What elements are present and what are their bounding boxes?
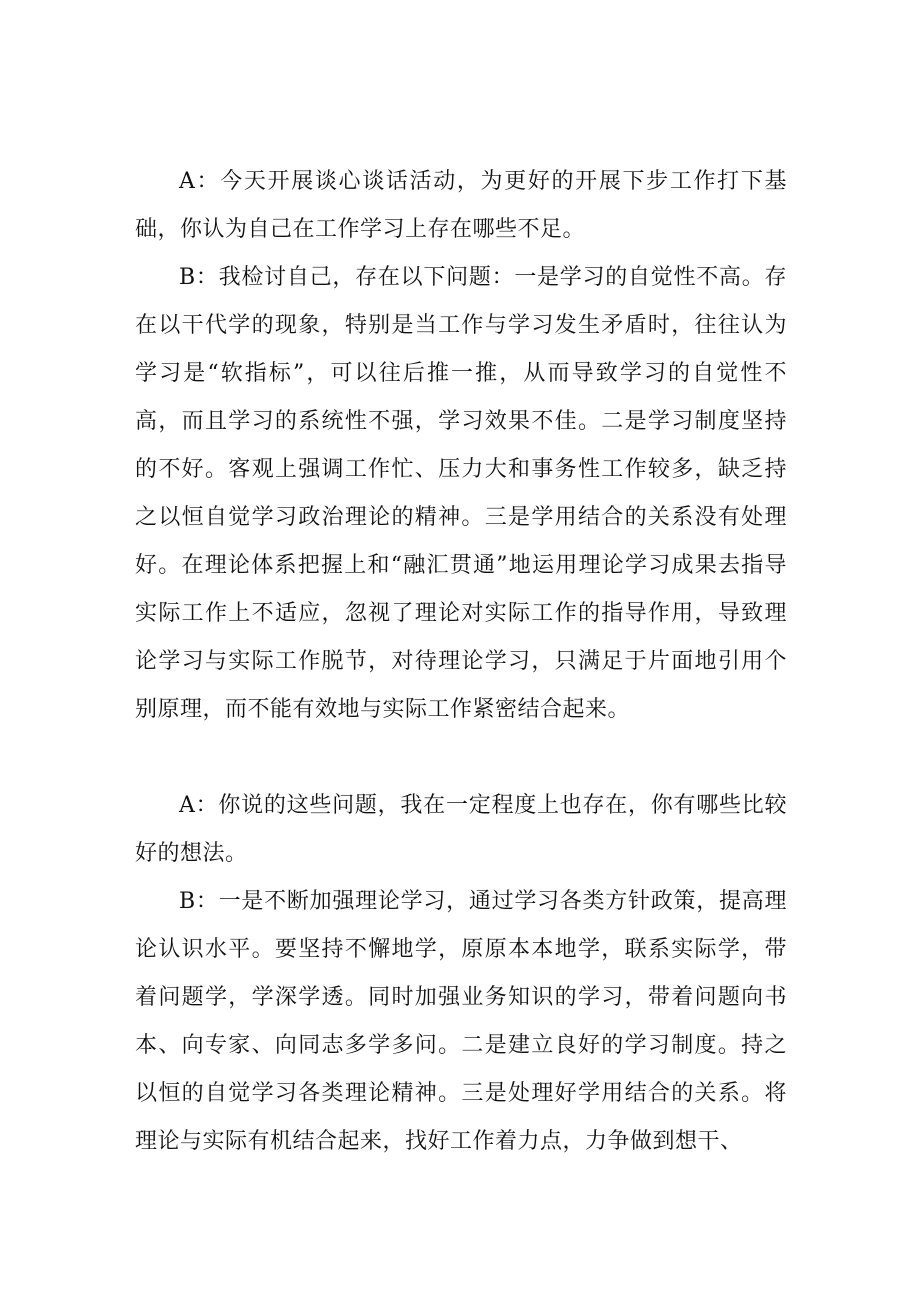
dialogue-paragraph-b2: B：一是不断加强理论学习，通过学习各类方针政策，提高理论认识水平。要坚持不懈地学，原原本本地学，联系实际学，带着问题学，学深学透。同时加强业务知识的学习，带着问题向书本、向专家、向同志多学多问。二是建立良好的学习制度。持之以恒的自觉学习各类理论精神。三是处理好学用结合的关系。将理论与实际有机结合起来，找好工作着力点，力争做到想干、: [135, 889, 787, 1154]
paragraph-spacer: [135, 734, 787, 782]
dialogue-paragraph-a1: A：今天开展谈心谈话活动，为更好的开展下步工作打下基础，你认为自己在工作学习上存在哪些不足。: [135, 169, 787, 242]
dialogue-paragraph-a2: A：你说的这些问题，我在一定程度上也存在，你有哪些比较好的想法。: [135, 793, 787, 866]
document-body: [135, 158, 787, 1166]
dialogue-paragraph-b1: B：我检讨自己，存在以下问题：一是学习的自觉性不高。存在以干代学的现象，特别是当工作与学习发生矛盾时，往往认为学习是“软指标”，可以往后推一推，从而导致学习的自觉性不高，而且学习的系统性不强，学习效果不佳。二是学习制度坚持的不好。客观上强调工作忙、压力大和事务性工作较多，缺乏持之以恒自觉学习政治理论的精神。三是学用结合的关系没有处理好。在理论体系把握上和“融汇贯通”地运用理论学习成果去指导实际工作上不适应，忽视了理论对实际工作的指导作用，导致理论学习与实际工作脱节，对待理论学习，只满足于片面地引用个别原理，而不能有效地与实际工作紧密结合起来。: [135, 265, 787, 722]
